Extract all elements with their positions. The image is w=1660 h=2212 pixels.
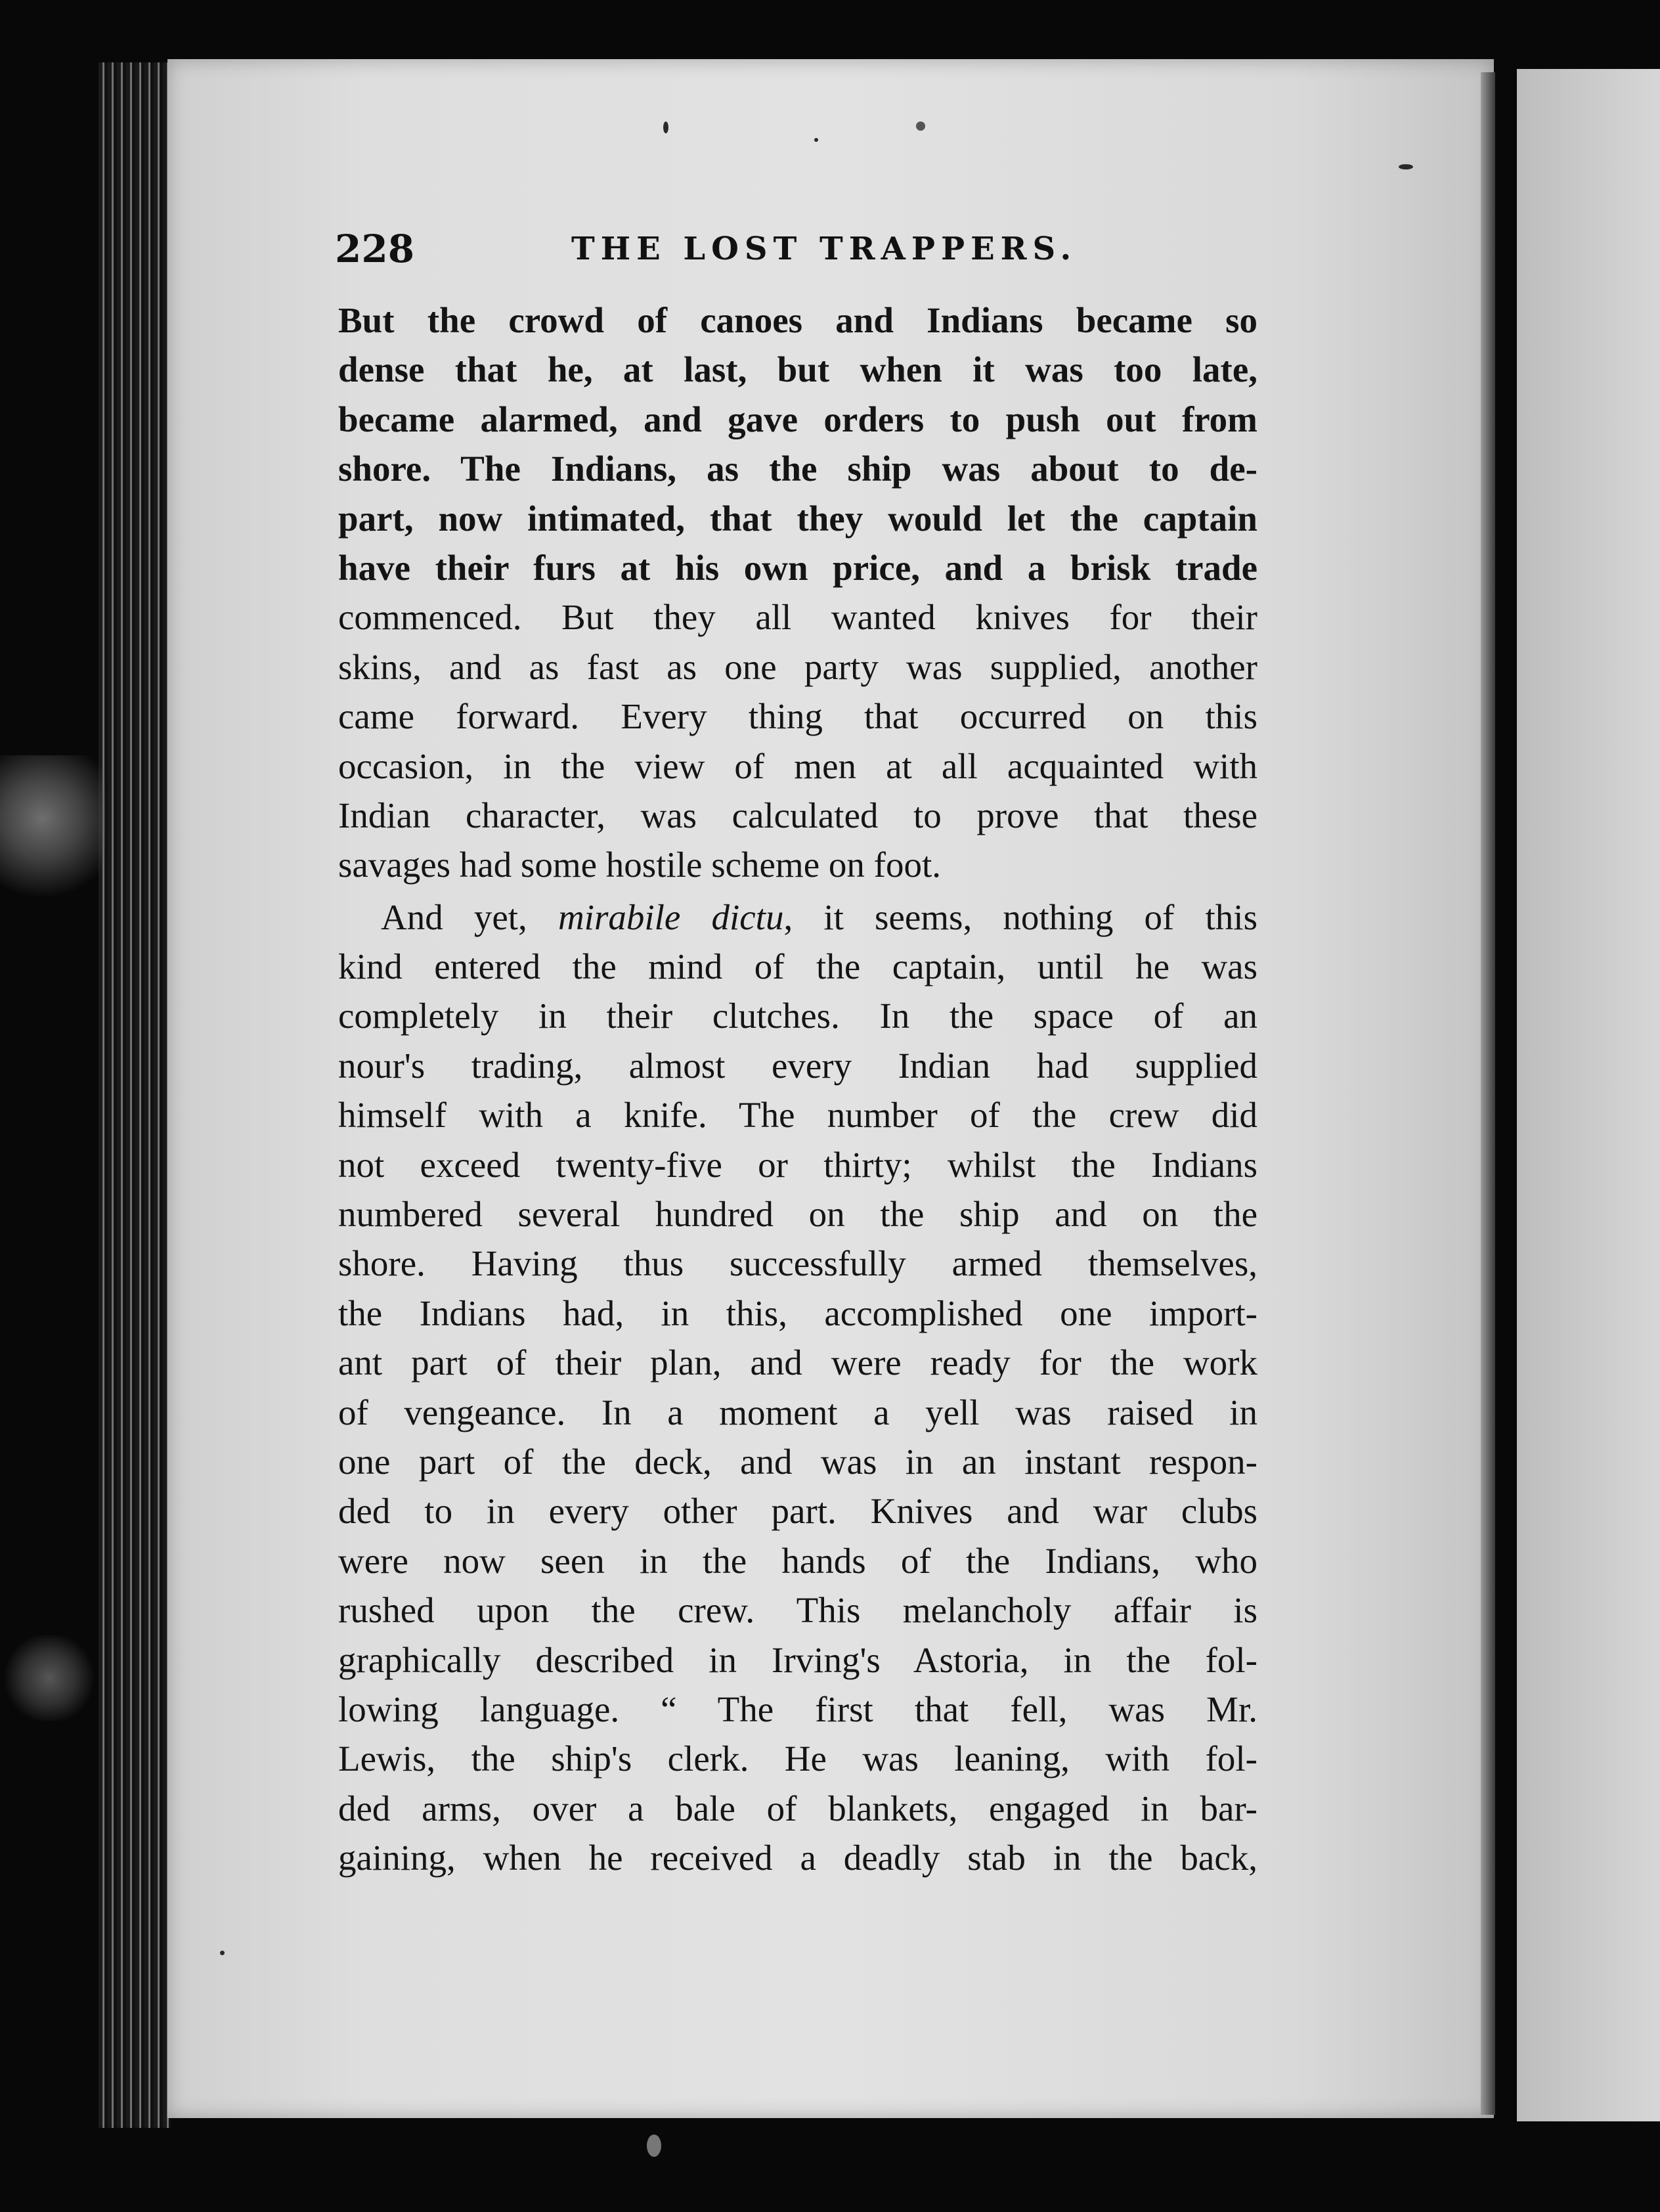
text-line: became alarmed, and gave orders to push out from xyxy=(338,399,1257,439)
text-line: graphically described in Irving's Astoria, in the fol- xyxy=(338,1639,1257,1680)
text-line: ded arms, over a bale of blankets, engaged in bar- xyxy=(338,1788,1257,1828)
text-line: But the crowd of canoes and Indians became so xyxy=(338,300,1257,340)
text-line: the Indians had, in this, accomplished one import- xyxy=(338,1293,1257,1333)
text-line: himself with a knife. The number of the crew did xyxy=(338,1095,1257,1136)
text-line: rushed upon the crew. This melancholy affair is xyxy=(338,1590,1257,1631)
text-line: commenced. But they all wanted knives for their xyxy=(338,597,1257,638)
ink-speck xyxy=(220,1951,225,1955)
facing-page-edge xyxy=(1517,69,1660,2121)
body-text xyxy=(338,296,1257,1883)
text-line: part, now intimated, that they would let the captain xyxy=(338,498,1257,539)
text-line: ded to in every other part. Knives and war clubs xyxy=(338,1491,1257,1532)
ink-speck xyxy=(916,122,925,131)
text-line: not exceed twenty-five or thirty; whilst the Indians xyxy=(338,1144,1257,1185)
text-line: And yet, mirabile dictu, it seems, nothing of this xyxy=(381,896,1257,937)
book-spine-edge xyxy=(98,62,171,2128)
scan-debris xyxy=(0,755,105,913)
text-line: completely in their clutches. In the space of an xyxy=(338,996,1257,1036)
text-line: of vengeance. In a moment a yell was raised in xyxy=(338,1392,1257,1432)
text-line: lowing language. “ The first that fell, was Mr. xyxy=(338,1689,1257,1729)
text-line: shore. Having thus successfully armed themselves, xyxy=(338,1243,1257,1284)
page-header xyxy=(335,227,1294,279)
page-gutter-shadow xyxy=(1481,72,1495,2115)
text-line: skins, and as fast as one party was supplied, another xyxy=(338,646,1257,687)
text-line: came forward. Every thing that occurred on this xyxy=(338,696,1257,737)
text-line: shore. The Indians, as the ship was about to de- xyxy=(338,449,1257,489)
text-line: kind entered the mind of the captain, until he was xyxy=(338,946,1257,987)
italic-phrase: mirabile dictu xyxy=(557,896,784,937)
scan-debris xyxy=(0,1635,98,1721)
text-line: were now seen in the hands of the Indians, who xyxy=(338,1540,1257,1581)
text-line: nour's trading, almost every Indian had supplied xyxy=(338,1045,1257,1086)
ink-speck xyxy=(663,122,668,133)
text-line: one part of the deck, and was in an instant respon- xyxy=(338,1441,1257,1482)
text-line: dense that he, at last, but when it was too late, xyxy=(338,349,1257,390)
text-line: numbered several hundred on the ship and on the xyxy=(338,1194,1257,1235)
text-line: savages had some hostile scheme on foot. xyxy=(338,845,941,885)
ink-speck xyxy=(1399,164,1413,169)
text-line: ant part of their plan, and were ready for the work xyxy=(338,1342,1257,1383)
ink-speck xyxy=(814,138,818,142)
text-line: have their furs at his own price, and a brisk trade xyxy=(338,547,1257,588)
page-number: 228 xyxy=(335,227,415,271)
ink-speck xyxy=(647,2135,661,2157)
running-head: THE LOST TRAPPERS. xyxy=(571,231,1078,267)
text-line: gaining, when he received a deadly stab in the back, xyxy=(338,1838,1257,1878)
text-line: Lewis, the ship's clerk. He was leaning, with fol- xyxy=(338,1738,1257,1779)
text-line: Indian character, was calculated to prove that these xyxy=(338,795,1257,835)
text-line: occasion, in the view of men at all acquainted with xyxy=(338,745,1257,786)
